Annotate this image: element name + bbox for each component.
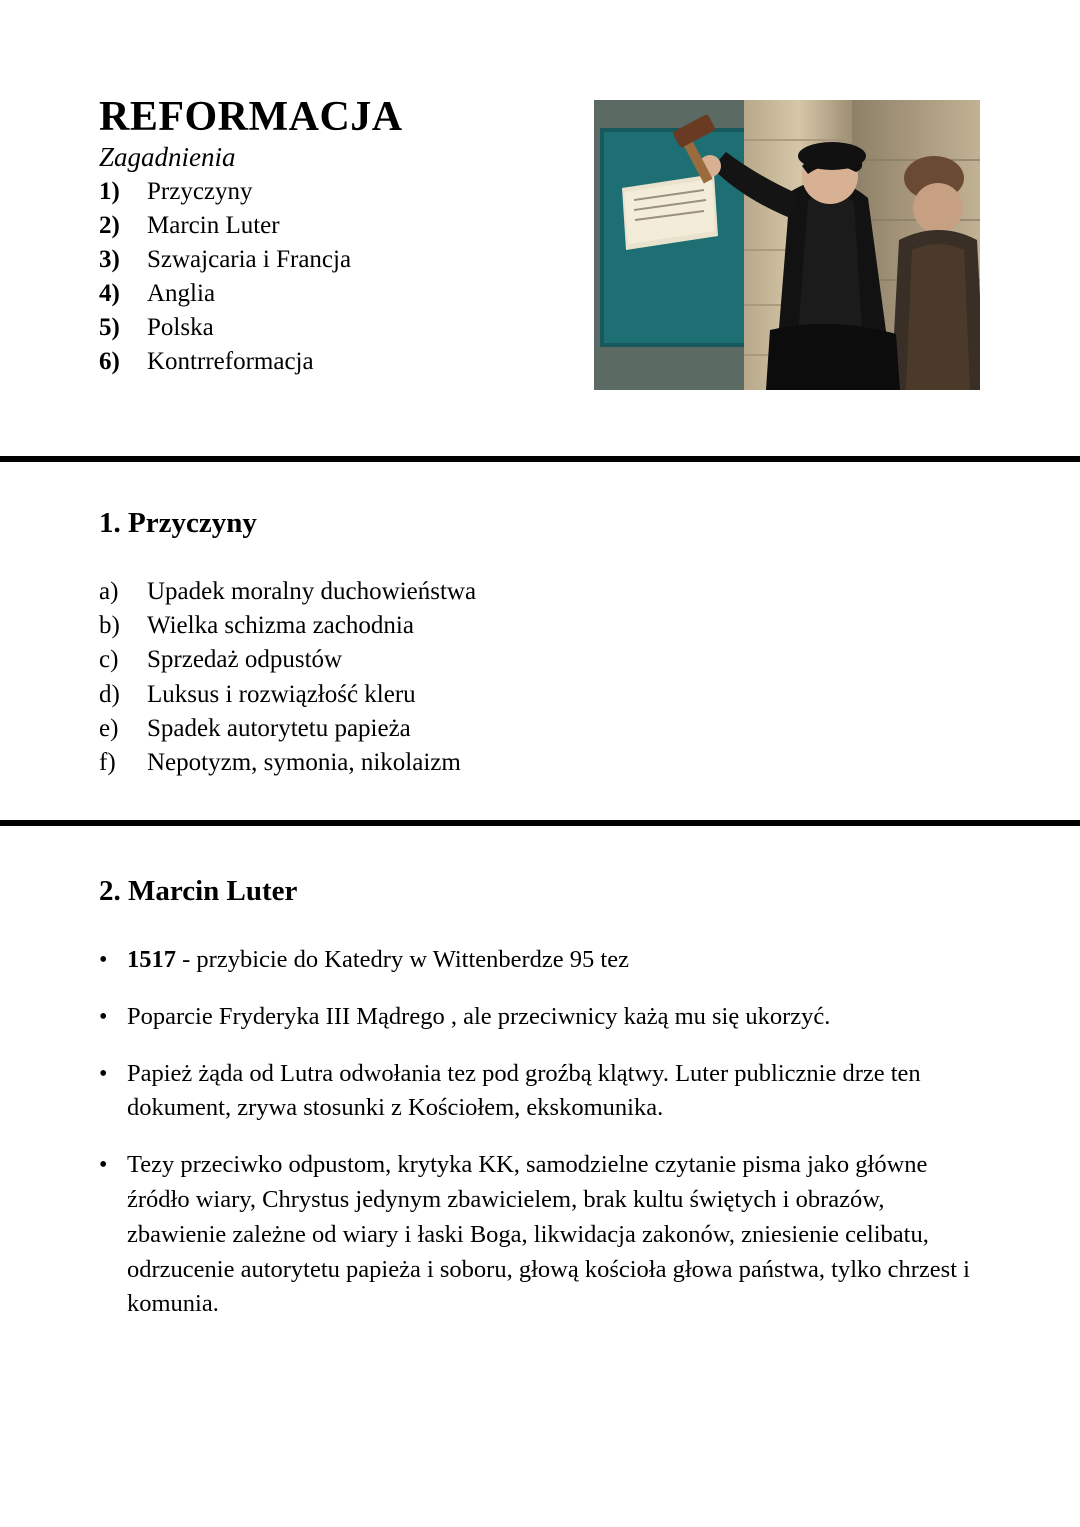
page-subtitle: Zagadnienia (99, 142, 236, 173)
page-title: REFORMACJA (99, 94, 403, 140)
list-item-label: Kontrreformacja (147, 348, 314, 376)
list-item-marker: b) (99, 612, 120, 640)
bullet-icon: • (99, 1152, 108, 1179)
list-item-marker: 6) (99, 348, 120, 376)
header-text-column (99, 95, 569, 379)
divider-1 (0, 456, 1080, 462)
list-item (99, 277, 569, 311)
list-item-label: Nepotyzm, symonia, nikolaizm (147, 749, 461, 777)
list-item (99, 575, 1020, 609)
list-item (99, 243, 569, 277)
agenda-list (99, 175, 569, 379)
list-item-label: Anglia (147, 280, 216, 308)
list-item (99, 1000, 1020, 1035)
bullet-text: - przybicie do Katedry w Wittenberdze 95 tez (176, 946, 629, 974)
list-item-marker: 3) (99, 246, 120, 274)
list-item-marker: a) (99, 577, 119, 605)
painting-svg (594, 100, 980, 390)
list-item (99, 1148, 1020, 1322)
list-item-marker: f) (99, 749, 116, 777)
list-item (99, 609, 1020, 643)
section-marcin-luter (0, 874, 1080, 1322)
list-item-label: Przyczyny (147, 178, 253, 206)
luther-bullet-list (99, 943, 1020, 1322)
header-block (0, 0, 1080, 390)
list-item (99, 712, 1020, 746)
list-item-label: Poparcie Fryderyka III Mądrego , ale przeciwnicy każą mu się ukorzyć. (127, 1002, 831, 1030)
list-item-label: Sprzedaż odpustów (147, 646, 343, 674)
list-item (99, 175, 569, 209)
list-item (99, 678, 1020, 712)
bullet-icon: • (99, 1003, 108, 1030)
list-item (99, 209, 569, 243)
bullet-icon: • (99, 947, 108, 974)
section-heading: 1. Przyczyny (99, 507, 257, 539)
list-item (99, 1057, 1020, 1127)
list-item (99, 345, 569, 379)
list-item-marker: c) (99, 646, 119, 674)
list-item-marker: 1) (99, 178, 120, 206)
list-item-marker: 4) (99, 280, 120, 308)
list-item-marker: e) (99, 714, 119, 742)
bullet-lead: 1517 (127, 946, 176, 974)
list-item-marker: d) (99, 680, 120, 708)
list-item-marker: 2) (99, 212, 120, 240)
luther-painting-image (594, 100, 980, 390)
list-item-marker: 5) (99, 314, 120, 342)
section-heading: 2. Marcin Luter (99, 875, 298, 908)
causes-list (99, 575, 1020, 781)
list-item-label: Luksus i rozwiązłość kleru (147, 680, 416, 708)
list-item (99, 746, 1020, 780)
list-item (99, 943, 1020, 978)
list-item-label: Tezy przeciwko odpustom, krytyka KK, samodzielne czytanie pisma jako główne źródło wiary, Chrystus jedynym zbawicielem, brak kultu świętych i obrazów, zbawienie zależne od wiary i łaski Boga, likwidacja zakonów, zniesienie celibatu, odrzucenie autorytetu papieża i soboru, głową kościoła głowa państwa, tylko chrzest i komunia. (127, 1151, 970, 1318)
list-item-label: Wielka schizma zachodnia (147, 612, 414, 640)
list-item (99, 311, 569, 345)
bullet-icon: • (99, 1060, 108, 1087)
list-item-label (127, 943, 629, 978)
list-item-label: Spadek autorytetu papieża (147, 714, 411, 742)
list-item-label: Marcin Luter (147, 212, 280, 240)
list-item-label: Szwajcaria i Francja (147, 246, 352, 274)
list-item (99, 643, 1020, 677)
list-item-label: Papież żąda od Lutra odwołania tez pod groźbą klątwy. Luter publicznie drze ten dokument, zrywa stosunki z Kościołem, ekskomunika. (127, 1059, 921, 1122)
list-item-label: Polska (147, 314, 214, 342)
divider-2 (0, 820, 1080, 826)
section-przyczyny (0, 506, 1080, 780)
list-item-label: Upadek moralny duchowieństwa (147, 577, 477, 605)
